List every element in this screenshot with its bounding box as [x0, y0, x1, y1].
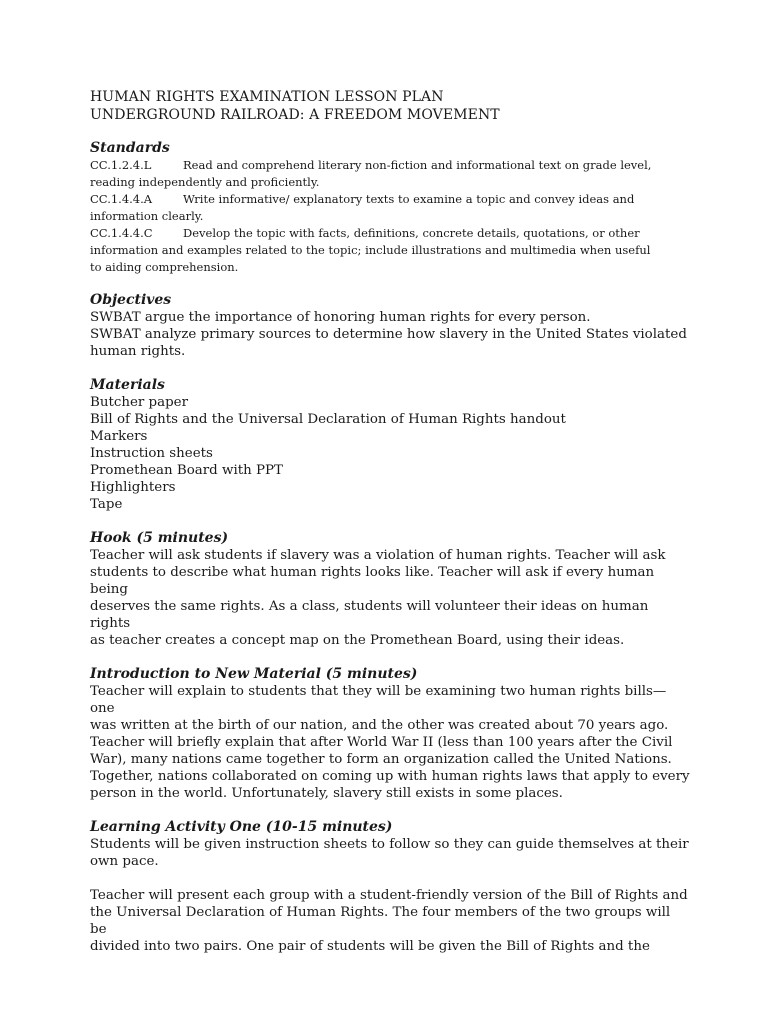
objective-line: SWBAT argue the importance of honoring human rights for every person.: [90, 310, 591, 325]
list-item: Markers: [90, 429, 148, 444]
materials-list: [90, 394, 690, 513]
activity-line: the Universal Declaration of Human Rights. The four members of the two groups will be: [90, 905, 671, 937]
standard-line: to aiding comprehension.: [90, 260, 239, 274]
standard-text: Read and comprehend literary non-fiction and informational text on grade level,: [183, 158, 652, 172]
introduction-heading: Introduction to New Material (5 minutes): [90, 666, 418, 682]
hook-line: Teacher will ask students if slavery was a violation of human rights. Teacher will ask: [90, 548, 666, 563]
objective-line: human rights.: [90, 344, 186, 359]
introduction-line: Teacher will explain to students that they will be examining two human rights bills—one: [90, 684, 667, 716]
standard-line: information clearly.: [90, 209, 204, 223]
objective-line: SWBAT analyze primary sources to determine how slavery in the United States violated: [90, 327, 687, 342]
hook-heading: Hook (5 minutes): [90, 530, 229, 546]
list-item: Promethean Board with PPT: [90, 463, 283, 478]
activity-line: Students will be given instruction sheets to follow so they can guide themselves at their: [90, 837, 689, 852]
introduction-line: War), many nations came together to form an organization called the United Nations.: [90, 752, 672, 767]
materials-heading: Materials: [90, 377, 165, 393]
introduction-line: Together, nations collaborated on coming up with human rights laws that apply to every: [90, 769, 690, 784]
activity-line: Teacher will present each group with a student-friendly version of the Bill of Rights and: [90, 888, 688, 903]
objectives-heading: Objectives: [90, 292, 172, 308]
standard-code: CC.1.2.4.L: [90, 158, 152, 172]
list-item: Butcher paper: [90, 395, 189, 410]
list-item: Instruction sheets: [90, 446, 213, 461]
standard-line: [90, 157, 690, 174]
hook-line: as teacher creates a concept map on the Promethean Board, using their ideas.: [90, 633, 625, 648]
standard-text: Develop the topic with facts, definitions, concrete details, quotations, or other: [183, 226, 640, 240]
hook-section: [90, 530, 690, 649]
introduction-line: was written at the birth of our nation, and the other was created about 70 years ago.: [90, 718, 669, 733]
list-item: Bill of Rights and the Universal Declaration of Human Rights handout: [90, 412, 566, 427]
learning-activity-heading: Learning Activity One (10-15 minutes): [90, 819, 393, 835]
standard-line: information and examples related to the topic; include illustrations and multimedia when useful: [90, 243, 651, 257]
materials-section: [90, 377, 690, 513]
activity-line: divided into two pairs. One pair of students will be given the Bill of Rights and the: [90, 939, 650, 954]
introduction-section: [90, 666, 690, 802]
introduction-line: Teacher will briefly explain that after World War II (less than 100 years after the Civil: [90, 735, 673, 750]
hook-line: students to describe what human rights looks like. Teacher will ask if every human being: [90, 565, 655, 597]
objectives-section: [90, 292, 690, 360]
standard-line: reading independently and proficiently.: [90, 175, 320, 189]
standard-line: [90, 191, 690, 208]
activity-line: own pace.: [90, 854, 159, 869]
document-title-line-2: UNDERGROUND RAILROAD: A FREEDOM MOVEMENT: [90, 107, 500, 123]
list-item: Tape: [90, 497, 123, 512]
standard-line: [90, 225, 690, 242]
document-title-line-1: HUMAN RIGHTS EXAMINATION LESSON PLAN: [90, 89, 444, 105]
list-item: Highlighters: [90, 480, 176, 495]
standards-heading: Standards: [90, 140, 170, 156]
standard-code: CC.1.4.4.C: [90, 226, 153, 240]
learning-activity-section: [90, 819, 690, 955]
introduction-line: person in the world. Unfortunately, slavery still exists in some places.: [90, 786, 563, 801]
hook-line: deserves the same rights. As a class, students will volunteer their ideas on human rights: [90, 599, 649, 631]
document-page: [90, 88, 690, 955]
standards-section: [90, 140, 690, 276]
standard-code: CC.1.4.4.A: [90, 192, 153, 206]
standard-text: Write informative/ explanatory texts to examine a topic and convey ideas and: [183, 192, 635, 206]
